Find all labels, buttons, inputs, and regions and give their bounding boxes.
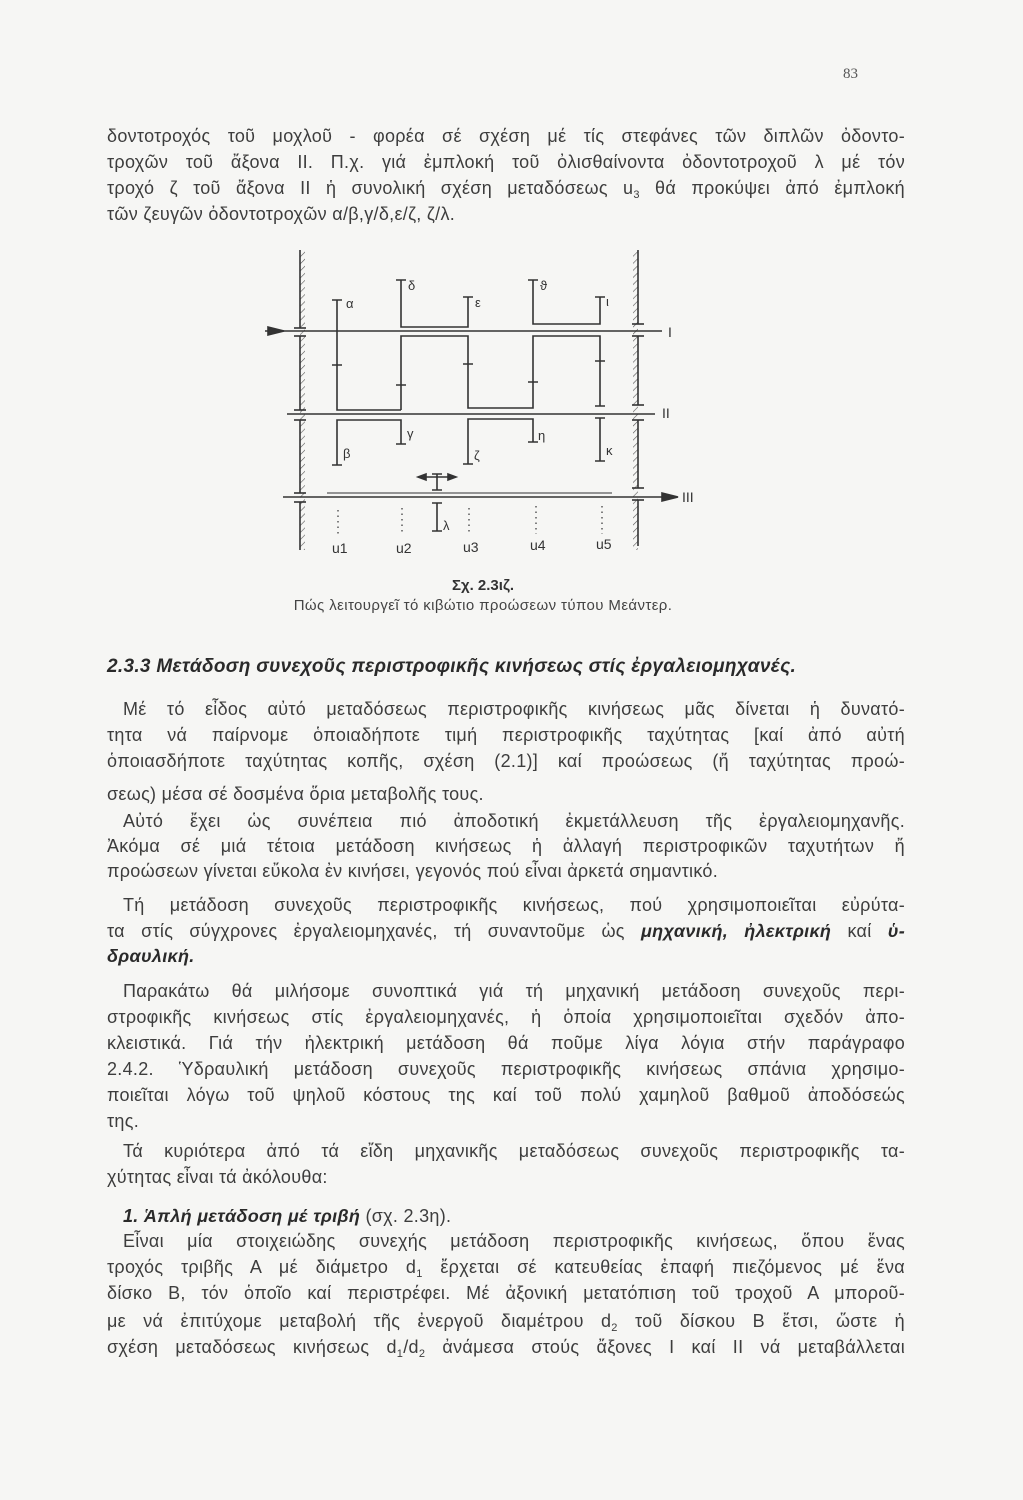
text-segment: θά προκύψει ἀπό ἐμπλοκή — [639, 178, 905, 198]
text-segment: της. — [107, 1111, 139, 1131]
emphasis-text: ὑ- — [887, 921, 906, 941]
gear-lambda — [432, 474, 442, 531]
subscript: 1 — [396, 1348, 404, 1360]
gear-label: κ — [606, 443, 613, 458]
text-segment: κλειστικά. Γιά τήν ἠλεκτρική μετάδοση θά ποῦμε λίγα λόγια στήν παράγραφο — [107, 1033, 905, 1053]
gear-label: β — [343, 446, 351, 461]
subscript: 2 — [611, 1322, 618, 1334]
text-line — [107, 1336, 905, 1365]
gearbox-diagram — [250, 250, 710, 570]
gear-label: λ — [443, 518, 450, 533]
gear-label: η — [538, 428, 546, 443]
gear-block-2 — [396, 336, 605, 410]
text-line — [123, 810, 905, 832]
text-segment: ἀνάμεσα στούς ἄξονες Ι καί ΙΙ νά μεταβάλλεται — [425, 1337, 905, 1357]
text-line — [107, 203, 905, 225]
ratio-label: u5 — [596, 536, 612, 552]
text-segment: τῶν ζευγῶν ὀδοντοτροχῶν α/β,γ/δ,ε/ζ, ζ/λ. — [107, 204, 456, 224]
text-segment: σχέση μεταδόσεως κινήσεως d — [107, 1337, 397, 1357]
ratio-label: u2 — [396, 540, 412, 556]
gear-label: ε — [475, 295, 481, 310]
text-line — [107, 1166, 905, 1188]
text-line — [107, 1310, 905, 1339]
figure-number: Σχ. 2.3ιζ. — [451, 577, 515, 594]
text-line — [123, 1230, 905, 1252]
text-segment: με νά ἐπιτύχομε μεταβολή τῆς ἐνεργοῦ διαμέτρου d — [107, 1311, 612, 1331]
text-line — [123, 698, 905, 720]
text-segment: ὁποιασδήποτε ταχύτητας κοπῆς, σχέση (2.1)] καί προώσεως (ἤ ταχύτητας προώ- — [107, 751, 905, 771]
gear-kappa — [595, 418, 605, 461]
emphasis-text: δραυλική. — [107, 946, 195, 966]
subscript: 2 — [418, 1348, 426, 1360]
text-segment: σεως) μέσα σέ δοσμένα ὅρια μεταβολῆς τους. — [107, 784, 484, 804]
text-line — [107, 1110, 905, 1132]
text-line — [107, 1084, 905, 1106]
text-line — [107, 750, 905, 772]
subscript: 3 — [633, 189, 640, 201]
text-segment: ἔρχεται σέ κατευθείας ἐπαφή πιεζόμενος μέ ἕνα — [422, 1257, 905, 1277]
text-line — [107, 860, 905, 882]
shaft-1 — [265, 327, 662, 335]
housing-wall-right — [632, 250, 644, 550]
shaft-label: II — [662, 405, 670, 421]
text-line — [107, 1058, 905, 1080]
ratio-label: u4 — [530, 537, 546, 553]
text-segment: τροχός τριβῆς Α μέ διάμετρο d — [107, 1257, 417, 1277]
section-heading: 2.3.3 Μετάδοση συνεχοῦς περιστροφικῆς κινήσεως στίς ἐργαλειομηχανές. — [107, 656, 797, 677]
shaft-label: III — [682, 489, 694, 505]
gear-label: α — [346, 296, 354, 311]
text-line — [107, 835, 905, 857]
shaft-label: I — [668, 324, 672, 340]
text-line — [107, 724, 905, 746]
ratio-label: u3 — [463, 539, 479, 555]
text-segment: /d — [403, 1337, 419, 1357]
text-line — [107, 1256, 905, 1285]
subscript: 1 — [416, 1268, 423, 1280]
text-segment: προώσεων γίνεται εὔκολα ἐν κινήσει, γεγονός πού εἶναι ἀρκετά σημαντικό. — [107, 861, 719, 881]
text-line — [107, 1006, 905, 1028]
text-line — [123, 980, 905, 1002]
ratio-label: u1 — [332, 540, 348, 556]
gear-label: ζ — [474, 448, 480, 463]
text-line — [107, 151, 905, 173]
text-segment: Ἀκόμα σέ μιά τέτοια μετάδοση κινήσεως ἡ ἀλλαγή περιστροφικῶν ταχυτήτων ἤ — [107, 836, 905, 856]
shaft-3 — [283, 493, 678, 501]
text-segment: τοῦ δίσκου Β ἔτσι, ὥστε ἡ — [617, 1311, 905, 1331]
text-line — [123, 1140, 905, 1162]
text-line — [123, 1205, 905, 1227]
gear-label: γ — [407, 426, 414, 441]
text-line — [107, 1032, 905, 1054]
text-segment: Αὐτό ἔχει ὡς συνέπεια πιό ἀποδοτική ἐκμετάλλευση τῆς ἐργαλειομηχανῆς. — [123, 811, 905, 831]
text-line — [107, 1282, 905, 1304]
text-segment: Μέ τό εἶδος αὐτό μεταδόσεως περιστροφικῆς κινήσεως μᾶς δίνεται ἡ δυνατό- — [123, 699, 905, 719]
text-segment: Εἶναι μία στοιχειώδης συνεχής μετάδοση περιστροφικῆς κινήσεως, ὅπου ἕνας — [123, 1231, 905, 1251]
text-segment: Παρακάτω θά μιλήσομε συνοπτικά γιά τή μηχανική μετάδοση συνεχοῦς περι- — [123, 981, 905, 1001]
text-line — [107, 177, 905, 206]
text-segment: ποιεῖται λόγω τοῦ ψηλοῦ κόστους της καί τοῦ πολύ χαμηλοῦ βαθμοῦ ἀποδόσεώς — [107, 1085, 905, 1105]
text-segment: 2.4.2. Ὑδραυλική μετάδοση συνεχοῦς περιστροφικῆς κινήσεως σπάνια χρησιμο- — [107, 1059, 905, 1079]
gear-alpha — [332, 300, 401, 410]
gear-label: δ — [408, 278, 416, 293]
text-line — [107, 783, 905, 805]
text-segment: τροχῶν τοῦ ἄξονα ΙΙ. Π.χ. γιά ἐμπλοκή τοῦ ὀλισθαίνοντα ὀδοντοτροχοῦ λ μέ τόν — [107, 152, 905, 172]
page-number: 83 — [843, 66, 858, 82]
housing-wall-left — [294, 250, 306, 550]
text-line — [107, 125, 905, 147]
emphasis-text: μηχανική, ἠλεκτρική — [641, 921, 832, 941]
text-line — [123, 894, 905, 916]
gear-label: ϑ — [540, 278, 548, 293]
gear-label: ι — [606, 294, 609, 309]
text-segment: δοντοτροχός τοῦ μοχλοῦ - φορέα σέ σχέση μέ τίς στεφάνες τῶν διπλῶν ὀδοντο- — [107, 126, 905, 146]
emphasis-text: 1. Ἁπλή μετάδοση μέ τριβή — [123, 1206, 361, 1226]
text-segment: Τά κυριότερα ἀπό τά εἴδη μηχανικῆς μεταδόσεως συνεχοῦς περιστροφικῆς τα- — [123, 1141, 905, 1161]
text-segment: τροχό ζ τοῦ ἄξονα ΙΙ ἡ συνολική σχέση μεταδόσεως u — [107, 178, 634, 198]
text-segment: στροφικῆς κινήσεως στίς ἐργαλειομηχανές, ἡ ὁποία χρησιμοποιεῖται σχεδόν ἀπο- — [107, 1007, 905, 1027]
figure-caption: Πώς λειτουργεῖ τό κιβώτιο προώσεων τύπου Μεάντερ. — [293, 597, 673, 614]
text-segment: Τή μετάδοση συνεχοῦς περιστροφικῆς κινήσεως, πού χρησιμοποιεῖται εὐρύτα- — [123, 895, 905, 915]
text-segment: χύτητας εἶναι τά ἀκόλουθα: — [107, 1167, 328, 1187]
text-segment: τητα νά παίρνομε ὁποιαδήποτε τιμή περιστροφικῆς ταχύτητας [καί ἀπό αὐτή — [107, 725, 905, 745]
text-segment: δίσκο Β, τόν ὁποῖο καί περιστρέφει. Μέ ἀξονική μετατόπιση τοῦ τροχοῦ Α μποροῦ- — [107, 1283, 905, 1303]
text-segment: (σχ. 2.3η). — [360, 1206, 452, 1226]
text-segment: καί — [831, 921, 888, 941]
text-line — [107, 945, 905, 967]
text-line — [107, 920, 905, 942]
text-segment: τα στίς σύγχρονες ἐργαλειομηχανές, τή συναντοῦμε ὡς — [107, 921, 642, 941]
